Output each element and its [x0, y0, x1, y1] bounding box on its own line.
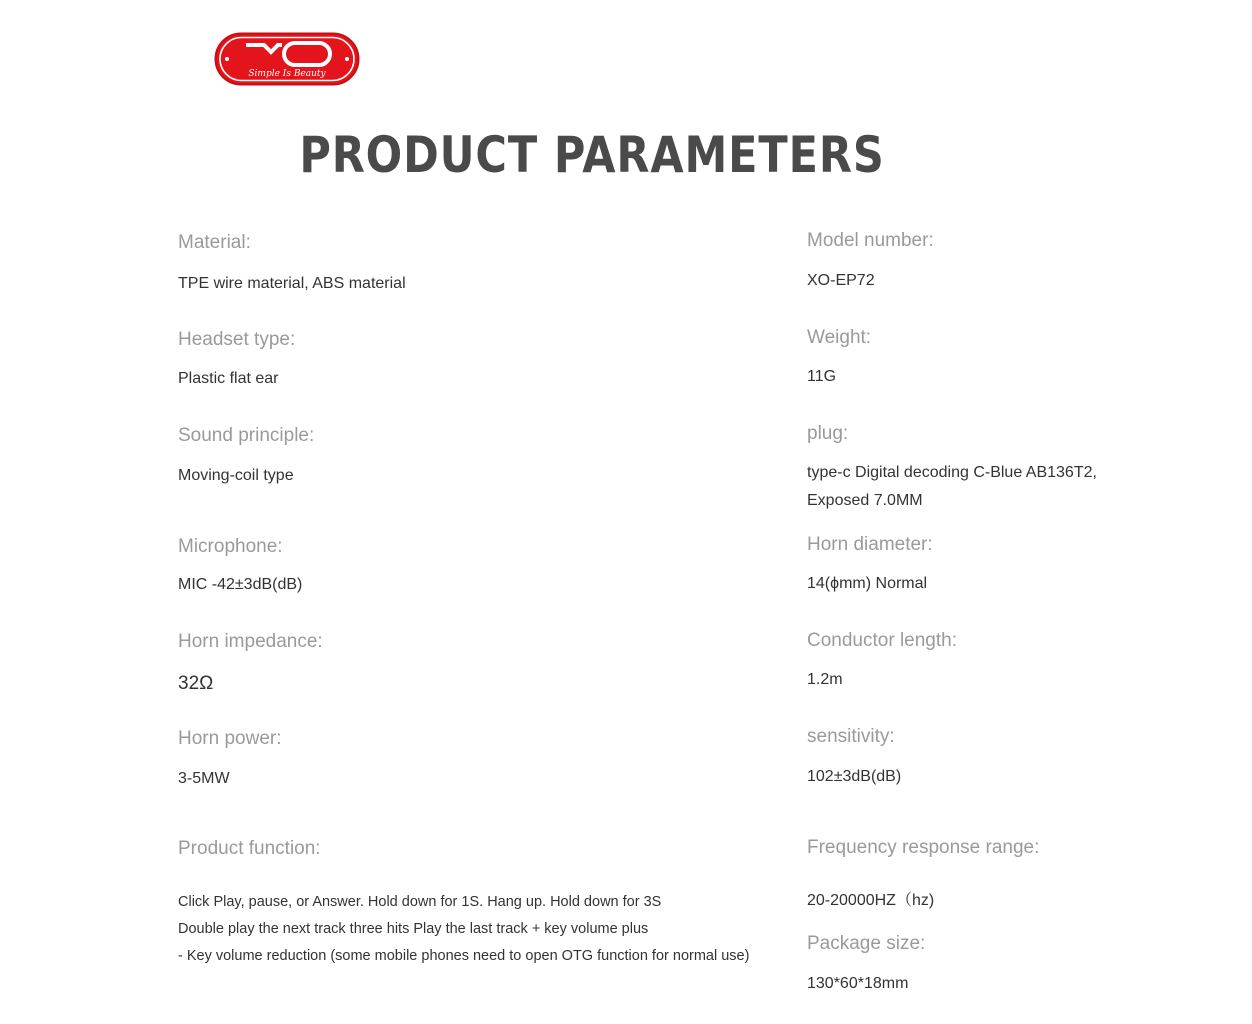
model-number-label: Model number:	[807, 230, 934, 251]
horn-impedance-label: Horn impedance:	[178, 631, 323, 652]
microphone-label: Microphone:	[178, 536, 283, 557]
headset-type-label: Headset type:	[178, 329, 296, 350]
weight-value: 11G	[807, 368, 837, 385]
model-number-value: XO-EP72	[807, 272, 875, 289]
sound-principle-label: Sound principle:	[178, 425, 315, 446]
material-label: Material:	[178, 232, 251, 253]
conductor-length-value: 1.2m	[807, 671, 843, 688]
headset-type-value: Plastic flat ear	[178, 370, 279, 387]
package-size-value: 130*60*18mm	[807, 975, 909, 992]
frequency-response-value: 20-20000HZ（hz)	[807, 892, 935, 909]
weight-label: Weight:	[807, 327, 872, 348]
page-title: PRODUCT PARAMETERS	[299, 126, 885, 184]
product-function-line-3: - Key volume reduction (some mobile phones need to open OTG function for normal use)	[178, 948, 750, 964]
material-value: TPE wire material, ABS material	[178, 275, 406, 292]
sensitivity-value: 102±3dB(dB)	[807, 768, 902, 785]
horn-power-label: Horn power:	[178, 728, 282, 749]
sensitivity-label: sensitivity:	[807, 726, 895, 747]
product-function-line-2: Double play the next track three hits Play the last track + key volume plus	[178, 921, 649, 937]
horn-power-value: 3-5MW	[178, 770, 230, 787]
brand-logo	[214, 32, 360, 86]
logo-tagline: Simple Is Beauty	[248, 69, 326, 79]
conductor-length-label: Conductor length:	[807, 630, 957, 651]
plug-value-line-1: type-c Digital decoding C-Blue AB136T2,	[807, 464, 1097, 481]
product-function-line-1: Click Play, pause, or Answer. Hold down for 1S. Hang up. Hold down for 3S	[178, 894, 662, 910]
sound-principle-value: Moving-coil type	[178, 467, 294, 484]
product-function-label: Product function:	[178, 838, 321, 859]
frequency-response-label: Frequency response range:	[807, 837, 1040, 858]
plug-label: plug:	[807, 423, 849, 444]
microphone-value: MIC -42±3dB(dB)	[178, 576, 303, 593]
horn-diameter-label: Horn diameter:	[807, 534, 933, 555]
horn-diameter-value: 14(ϕmm) Normal	[807, 575, 928, 592]
horn-impedance-value: 32Ω	[178, 673, 214, 694]
xo-logo-icon	[214, 32, 360, 86]
package-size-label: Package size:	[807, 933, 926, 954]
plug-value-line-2: Exposed 7.0MM	[807, 492, 923, 509]
